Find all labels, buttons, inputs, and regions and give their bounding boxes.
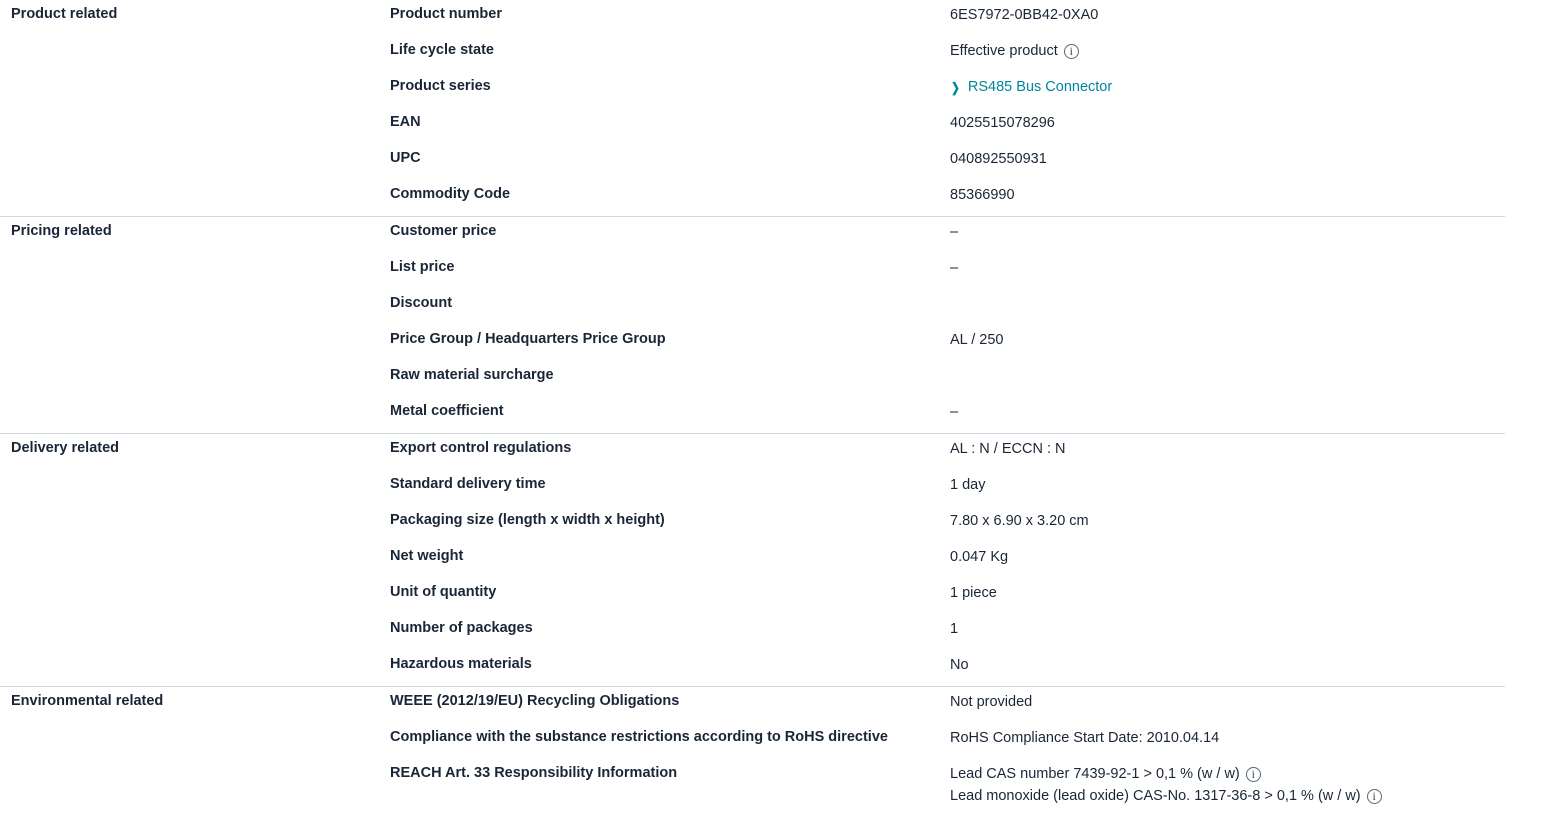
section-delivery-related	[0, 433, 1505, 686]
spec-row-label: Net weight	[390, 548, 464, 564]
value-line	[950, 77, 1505, 97]
value-line	[950, 41, 1505, 61]
info-icon[interactable]	[1367, 789, 1382, 804]
spec-row-value	[950, 36, 1505, 61]
spec-row	[390, 470, 1505, 506]
spec-row-value	[950, 723, 1505, 748]
value-text: –	[950, 224, 959, 240]
spec-row-value	[950, 361, 1505, 366]
spec-row-label: EAN	[390, 114, 421, 130]
value-line	[950, 728, 1505, 748]
spec-row	[390, 108, 1505, 144]
value-line	[950, 439, 1505, 459]
spec-row-label: List price	[390, 259, 455, 275]
info-icon[interactable]	[1064, 44, 1079, 59]
spec-row	[390, 723, 1505, 759]
value-text: RoHS Compliance Start Date: 2010.04.14	[950, 730, 1220, 746]
spec-row-label: Packaging size (length x width x height)	[390, 512, 665, 528]
spec-row-label: Customer price	[390, 223, 497, 239]
value-text: 1 piece	[950, 585, 997, 601]
spec-row	[390, 289, 1505, 325]
section-inner	[0, 687, 1505, 806]
spec-row-value	[950, 325, 1505, 350]
spec-row-label: Product number	[390, 6, 502, 22]
spec-row-value	[950, 506, 1505, 531]
value-line	[950, 655, 1505, 675]
value-text: 4025515078296	[950, 115, 1055, 131]
section-title: Delivery related	[11, 440, 120, 456]
spec-row	[390, 36, 1505, 72]
chevron-right-icon: ❯	[951, 79, 960, 95]
spec-row	[390, 217, 1505, 253]
value-line	[950, 185, 1505, 205]
spec-row	[390, 434, 1505, 470]
value-line	[950, 113, 1505, 133]
value-text: Effective product	[950, 43, 1058, 59]
spec-row-value	[950, 470, 1505, 495]
value-line	[950, 5, 1505, 25]
value-line	[950, 475, 1505, 495]
value-text: 7.80 x 6.90 x 3.20 cm	[950, 513, 1089, 529]
spec-row	[390, 72, 1505, 108]
spec-row-value	[950, 0, 1505, 25]
value-text: –	[950, 404, 959, 420]
spec-row	[390, 650, 1505, 686]
section-environmental-related	[0, 686, 1505, 806]
spec-row-label: REACH Art. 33 Responsibility Information	[390, 765, 678, 781]
spec-row	[390, 614, 1505, 650]
link-label: RS485 Bus Connector	[967, 79, 1113, 95]
section-inner	[0, 217, 1505, 433]
spec-row-value	[950, 687, 1505, 712]
value-line	[950, 402, 1505, 422]
value-text: Lead CAS number 7439-92-1 > 0,1 % (w / w)	[950, 766, 1240, 782]
spec-row-label: Export control regulations	[390, 440, 572, 456]
value-text: No	[950, 657, 969, 673]
value-line	[950, 583, 1505, 603]
section-rows	[390, 0, 1505, 216]
spec-row	[390, 361, 1505, 397]
value-line	[950, 692, 1505, 712]
spec-row-label: Discount	[390, 295, 453, 311]
section-rows	[390, 434, 1505, 686]
value-text: Not provided	[950, 694, 1033, 710]
product-series-link[interactable]	[950, 78, 1112, 96]
section-inner	[0, 434, 1505, 686]
spec-row-value	[950, 759, 1505, 806]
value-line	[950, 547, 1505, 567]
spec-row-label: Compliance with the substance restrictions according to RoHS directive	[390, 729, 888, 745]
value-line	[950, 222, 1505, 242]
spec-row	[390, 397, 1505, 433]
value-line	[950, 764, 1505, 784]
spec-row-label: Unit of quantity	[390, 584, 497, 600]
value-text: 0.047 Kg	[950, 549, 1009, 565]
spec-row	[390, 253, 1505, 289]
spec-row-value	[950, 180, 1505, 205]
value-line	[950, 149, 1505, 169]
info-icon[interactable]	[1246, 767, 1261, 782]
value-text: 1	[950, 621, 959, 637]
section-rows	[390, 687, 1505, 806]
value-line	[950, 786, 1505, 806]
spec-row-label: UPC	[390, 150, 421, 166]
spec-row-value	[950, 108, 1505, 133]
spec-row-value	[950, 144, 1505, 169]
spec-row-value	[950, 542, 1505, 567]
spec-row-label: Price Group / Headquarters Price Group	[390, 331, 666, 347]
spec-row	[390, 144, 1505, 180]
spec-row	[390, 180, 1505, 216]
value-text: Lead monoxide (lead oxide) CAS-No. 1317-36-8 > 0,1 % (w / w)	[950, 788, 1361, 804]
spec-row-label: WEEE (2012/19/EU) Recycling Obligations	[390, 693, 680, 709]
spec-row	[390, 542, 1505, 578]
section-title: Product related	[11, 6, 118, 22]
value-line	[950, 619, 1505, 639]
spec-row-label: Metal coefficient	[390, 403, 504, 419]
section-pricing-related	[0, 216, 1505, 433]
section-inner	[0, 0, 1505, 216]
section-rows	[390, 217, 1505, 433]
value-text: 85366990	[950, 187, 1015, 203]
value-text: AL : N / ECCN : N	[950, 441, 1066, 457]
value-text: 040892550931	[950, 151, 1047, 167]
spec-row-value	[950, 253, 1505, 278]
spec-row-label: Commodity Code	[390, 186, 511, 202]
value-text: 1 day	[950, 477, 986, 493]
spec-row-value	[950, 578, 1505, 603]
spec-row-label: Life cycle state	[390, 42, 494, 58]
section-title: Environmental related	[11, 693, 164, 709]
spec-row-label: Hazardous materials	[390, 656, 532, 672]
spec-row-value	[950, 614, 1505, 639]
section-title: Pricing related	[11, 223, 112, 239]
spec-row-label: Standard delivery time	[390, 476, 546, 492]
spec-row	[390, 0, 1505, 36]
value-line	[950, 258, 1505, 278]
spec-row-label: Raw material surcharge	[390, 367, 554, 383]
value-line	[950, 511, 1505, 531]
spec-row	[390, 325, 1505, 361]
spec-row	[390, 506, 1505, 542]
spec-row	[390, 759, 1505, 806]
value-line	[950, 330, 1505, 350]
spec-row-value	[950, 650, 1505, 675]
section-product-related	[0, 0, 1505, 216]
spec-row-value	[950, 397, 1505, 422]
spec-row-value	[950, 289, 1505, 294]
spec-row-label: Number of packages	[390, 620, 533, 636]
spec-row-value	[950, 434, 1505, 459]
spec-row-label: Product series	[390, 78, 491, 94]
value-text: AL / 250	[950, 332, 1004, 348]
spec-row-value	[950, 72, 1505, 97]
spec-row	[390, 578, 1505, 614]
spec-row-value	[950, 217, 1505, 242]
value-text: 6ES7972-0BB42-0XA0	[950, 7, 1099, 23]
value-text: –	[950, 260, 959, 276]
spec-row	[390, 687, 1505, 723]
